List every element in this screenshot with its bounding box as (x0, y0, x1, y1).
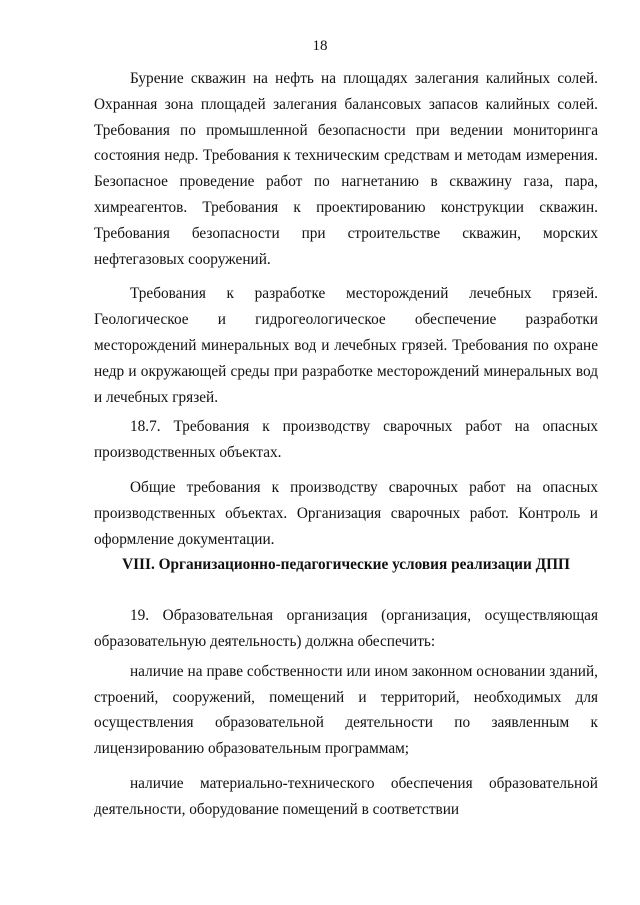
paragraph-material: наличие материально-технического обеспечения образовательной деятельности, оборудование помещений в соответствии (94, 774, 598, 818)
paragraph-mud-deposits: Требования к разработке месторождений лечебных грязей. Геологическое и гидрогеологическое обеспечение разработки месторождений минеральных вод и лечебных грязей. Требования по охране недр и окружающей среды при разработке месторождений минеральных вод и лечебных грязей. (94, 285, 598, 406)
paragraph-drilling: Бурение скважин на нефть на площадях залегания калийных солей. Охранная зона площадей залегания балансовых запасов калийных солей. Требования по промышленной безопасности при ведении мониторинга состояния недр. Требования к техническим средствам и методам измерения. Безопасное проведение работ по нагнетанию в скважину газа, пара, химреагентов. Требования к проектированию конструкции скважин. Требования безопасности при строительстве скважин, морских нефтегазовых сооружений. (94, 70, 598, 268)
page-number: 18 (312, 38, 328, 54)
section-heading: VIII. Организационно-педагогические условия реализации ДПП (122, 556, 570, 574)
paragraph-welding-section: 18.7. Требования к производству сварочных работ на опасных производственных объектах. (94, 418, 598, 462)
paragraph-organization: 19. Образовательная организация (организация, осуществляющая образовательную деятельность) должна обеспечить: (94, 607, 598, 650)
paragraph-welding-general: Общие требования к производству сварочных работ на опасных производственных объектах. Организация сварочных работ. Контроль и оформление документации. (94, 478, 598, 548)
paragraph-property: наличие на праве собственности или ином законном основании зданий, строений, сооружений, помещений и территорий, необходимых для осуществления образовательной деятельности по заявленным к лицензированию образовательным программам; (94, 662, 598, 758)
document-body (94, 66, 598, 823)
